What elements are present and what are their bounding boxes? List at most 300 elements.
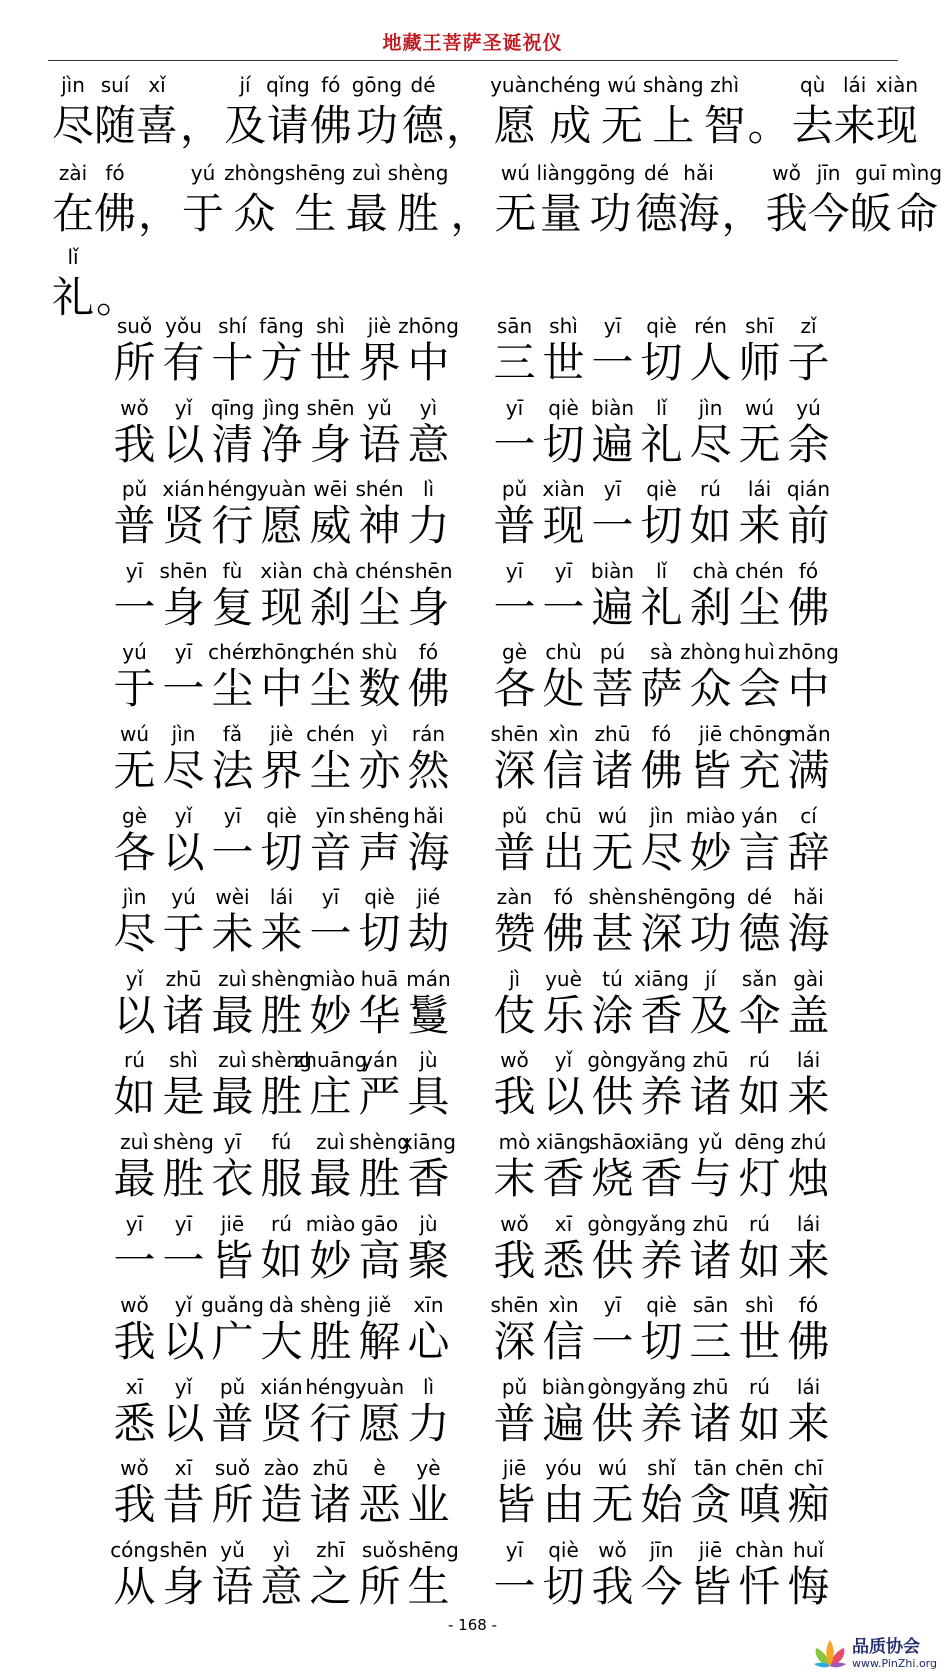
pinyin: shēn xyxy=(306,395,355,420)
hanzi: 现 xyxy=(875,101,918,150)
pinyin: zuì xyxy=(218,1048,247,1073)
pinyin: jìng xyxy=(263,395,300,420)
pinyin: chén xyxy=(306,721,355,746)
pinyin: yú xyxy=(122,640,147,665)
ruby-character xyxy=(588,1212,637,1286)
hanzi: 妙 xyxy=(689,827,732,877)
punctuation xyxy=(746,72,792,154)
pinyin: lái xyxy=(796,1048,821,1073)
hanzi: 痴 xyxy=(787,1480,830,1530)
ruby-character xyxy=(404,477,453,551)
ruby-character xyxy=(208,1130,257,1204)
pinyin: jiē xyxy=(698,1537,723,1562)
ruby-character xyxy=(257,477,306,551)
hanzi: 我 xyxy=(113,1317,156,1367)
pinyin: gòng xyxy=(587,1374,638,1399)
ruby-character xyxy=(636,160,678,242)
ruby-character xyxy=(251,966,312,1041)
pinyin: mǎn xyxy=(786,721,831,746)
pinyin: zhū xyxy=(692,1374,729,1399)
hanzi: 佛 xyxy=(407,664,450,714)
hanzi: 普 xyxy=(493,1398,536,1448)
pinyin: wǒ xyxy=(598,1537,627,1562)
hanzi: 师 xyxy=(738,338,781,387)
pinyin: yǔ xyxy=(698,1129,723,1154)
ruby-character xyxy=(539,1212,588,1286)
pinyin: rú xyxy=(749,1048,770,1073)
ruby-character xyxy=(633,966,690,1041)
hanzi: 我 xyxy=(493,1072,536,1122)
hanzi: 供 xyxy=(591,1398,634,1448)
ruby-character xyxy=(257,314,306,388)
ruby-character xyxy=(686,1375,735,1449)
pinyin: yǐ xyxy=(174,803,193,828)
pinyin: yī xyxy=(125,1211,144,1236)
ruby-character xyxy=(257,885,306,959)
hanzi: 从 xyxy=(113,1561,156,1611)
pinyin: zhū xyxy=(692,1048,729,1073)
verse-left-half xyxy=(110,1129,457,1204)
ruby-character xyxy=(490,1048,539,1122)
hanzi: 伎 xyxy=(493,990,536,1040)
ruby-character xyxy=(686,559,735,633)
ruby-character xyxy=(539,640,588,714)
pinyin: gè xyxy=(122,803,147,828)
hanzi: 切 xyxy=(358,909,401,959)
pinyin: wǒ xyxy=(772,161,801,185)
pinyin: shēng xyxy=(284,161,346,185)
pinyin: shèng xyxy=(251,966,312,991)
hanzi: 在 xyxy=(52,189,95,238)
pinyin: yī xyxy=(603,1293,622,1318)
pinyin: wǒ xyxy=(120,1456,149,1481)
pinyin: jiè xyxy=(269,721,294,746)
ruby-character xyxy=(490,559,539,633)
ruby-character xyxy=(110,314,159,388)
ruby-character xyxy=(784,885,833,959)
pinyin: lì xyxy=(422,1374,435,1399)
pinyin: shèng xyxy=(300,1293,361,1318)
ruby-character xyxy=(637,1538,686,1612)
pinyin: jié xyxy=(416,885,441,910)
punctuation xyxy=(444,72,490,154)
hanzi: ， xyxy=(721,189,764,238)
ruby-character xyxy=(257,1130,306,1204)
hanzi: 礼 xyxy=(640,419,683,469)
pinyin: wú xyxy=(500,161,530,185)
hanzi: 胜 xyxy=(358,1153,401,1203)
hanzi: 我 xyxy=(113,419,156,469)
hanzi: 无 xyxy=(494,189,537,238)
hanzi: 今 xyxy=(640,1561,683,1611)
pinyin: qiè xyxy=(548,395,579,420)
ruby-character xyxy=(588,640,637,714)
hanzi: 一 xyxy=(542,582,585,632)
ruby-character xyxy=(266,72,310,154)
verse-right-half xyxy=(490,1293,833,1367)
pinyin: chī xyxy=(793,1456,824,1481)
page-header-title: 地藏王菩萨圣诞祝仪 xyxy=(382,32,563,54)
ruby-character xyxy=(678,160,720,242)
hanzi: 妙 xyxy=(309,990,352,1040)
pinyin: zhòng xyxy=(680,640,741,665)
hanzi: 无 xyxy=(591,1480,634,1530)
hanzi: 造 xyxy=(260,1480,303,1530)
ruby-character xyxy=(637,1375,686,1449)
hanzi: 我 xyxy=(493,1235,536,1285)
ruby-character xyxy=(208,1375,257,1449)
pinyin: gōng xyxy=(585,161,636,185)
pinyin: yóu xyxy=(545,1456,582,1481)
ruby-character xyxy=(686,1538,735,1612)
pinyin: gè xyxy=(502,640,527,665)
pinyin: qiè xyxy=(646,1293,677,1318)
hanzi: 行 xyxy=(309,1398,352,1448)
ruby-character xyxy=(404,804,453,878)
pinyin: shèng xyxy=(251,1048,312,1073)
hanzi: 世 xyxy=(542,338,585,387)
ruby-character xyxy=(306,314,355,388)
hanzi: 乐 xyxy=(542,990,585,1040)
hanzi: 命 xyxy=(895,189,938,238)
hanzi: 我 xyxy=(765,189,808,238)
hanzi: 最 xyxy=(345,189,388,238)
ruby-character xyxy=(686,314,735,388)
verse-left-half xyxy=(110,314,459,388)
hanzi: 悉 xyxy=(113,1398,156,1448)
verse-row xyxy=(110,722,890,804)
ruby-character xyxy=(398,1537,459,1612)
hanzi: 海 xyxy=(787,909,830,959)
ruby-character xyxy=(633,1129,690,1204)
pinyin: yī xyxy=(603,477,622,502)
ruby-character xyxy=(404,640,453,714)
pinyin: wú xyxy=(119,721,150,746)
pinyin: shēn xyxy=(404,558,453,583)
ruby-character xyxy=(784,314,833,388)
ruby-character xyxy=(539,396,588,470)
pinyin: yǐ xyxy=(125,966,144,991)
hanzi: 皈 xyxy=(849,189,892,238)
ruby-character xyxy=(110,1130,159,1204)
pinyin: mò xyxy=(498,1129,531,1154)
ruby-character xyxy=(355,1538,404,1612)
hanzi: 言 xyxy=(738,827,781,877)
hanzi: 养 xyxy=(640,1398,683,1448)
ruby-character xyxy=(686,396,735,470)
page-number: - 168 - xyxy=(448,1616,497,1634)
pinyin: wǒ xyxy=(500,1048,529,1073)
hanzi: 尘 xyxy=(738,582,781,632)
pinyin: shēn xyxy=(490,1293,539,1318)
hanzi: 广 xyxy=(211,1317,254,1367)
ruby-character xyxy=(257,1538,306,1612)
ruby-character xyxy=(686,1130,735,1204)
pinyin: wú xyxy=(597,803,628,828)
pinyin: zuì xyxy=(316,1129,345,1154)
ruby-character xyxy=(588,1538,637,1612)
ruby-character xyxy=(643,72,704,154)
hanzi: 身 xyxy=(309,419,352,469)
ruby-character xyxy=(490,1130,539,1204)
hanzi: 佛 xyxy=(640,745,683,795)
pinyin: suǒ xyxy=(116,314,153,338)
pinyin: wú xyxy=(744,395,775,420)
hanzi: 最 xyxy=(211,1072,254,1122)
ruby-character xyxy=(588,1048,637,1122)
hanzi: 一 xyxy=(591,501,634,551)
pinyin: yī xyxy=(125,558,144,583)
ruby-character xyxy=(686,1212,735,1286)
hanzi: 如 xyxy=(260,1235,303,1285)
hanzi: 悉 xyxy=(542,1235,585,1285)
pinyin: xiàn xyxy=(542,477,585,502)
pinyin: suí xyxy=(100,73,130,97)
ruby-character xyxy=(398,314,459,388)
hanzi: 世 xyxy=(738,1317,781,1367)
punctuation xyxy=(448,160,494,242)
hanzi: 清 xyxy=(211,419,254,469)
verse-right-half xyxy=(490,1538,833,1612)
pinyin: hǎi xyxy=(413,803,444,828)
pinyin: guǎng xyxy=(201,1293,264,1318)
pinyin: qiè xyxy=(266,803,297,828)
hanzi: 贤 xyxy=(162,501,205,551)
pinyin: sān xyxy=(496,314,533,338)
ruby-character xyxy=(588,477,637,551)
ruby-character xyxy=(539,1538,588,1612)
pinyin: yǐ xyxy=(174,395,193,420)
verse-row xyxy=(110,1048,890,1130)
pinyin: shì xyxy=(549,314,578,338)
verse-row xyxy=(110,967,890,1049)
ruby-character xyxy=(355,885,404,959)
verse-right-half xyxy=(490,1456,833,1530)
hanzi: 各 xyxy=(493,664,536,714)
pinyin: zhòng xyxy=(224,161,285,185)
pinyin: shì xyxy=(745,1293,774,1318)
intro-line xyxy=(52,154,943,242)
hanzi: 庄 xyxy=(309,1072,352,1122)
pinyin: fǎ xyxy=(222,721,243,746)
pinyin: chéng xyxy=(539,73,601,97)
ruby-character xyxy=(159,477,208,551)
hanzi: ， xyxy=(138,189,181,238)
ruby-character xyxy=(728,721,791,796)
ruby-character xyxy=(539,559,588,633)
pinyin: shèng xyxy=(153,1129,214,1154)
ruby-character xyxy=(588,396,637,470)
ruby-character xyxy=(536,160,585,242)
hanzi: 胜 xyxy=(397,189,440,238)
hanzi: 一 xyxy=(493,1561,536,1611)
hanzi: 愿 xyxy=(358,1398,401,1448)
hanzi: 一 xyxy=(493,582,536,632)
ruby-character xyxy=(285,160,346,242)
ruby-character xyxy=(637,885,686,959)
pinyin: dé xyxy=(410,73,436,97)
pinyin: xīn xyxy=(413,1293,444,1318)
hanzi: 来 xyxy=(833,101,876,150)
verse-row xyxy=(110,1130,890,1212)
ruby-character xyxy=(346,160,388,242)
pinyin: yì xyxy=(419,395,438,420)
pinyin: liàng xyxy=(536,161,586,185)
hanzi: 如 xyxy=(738,1235,781,1285)
ruby-character xyxy=(208,722,257,796)
ruby-character xyxy=(208,640,257,714)
hanzi: 盖 xyxy=(787,990,830,1040)
ruby-character xyxy=(585,160,635,242)
verse-right-half xyxy=(490,1130,833,1204)
ruby-character xyxy=(355,559,404,633)
pinyin: yǐ xyxy=(174,1293,193,1318)
hanzi: 一 xyxy=(493,419,536,469)
pinyin: rán xyxy=(411,721,446,746)
pinyin: lái xyxy=(269,885,294,910)
pinyin: suǒ xyxy=(214,1456,251,1481)
hanzi: 一 xyxy=(591,1317,634,1367)
hanzi: 解 xyxy=(358,1317,401,1367)
hanzi: 如 xyxy=(113,1072,156,1122)
pinyin: shēn xyxy=(159,558,208,583)
ruby-character xyxy=(159,1538,208,1612)
hanzi: 之 xyxy=(309,1561,352,1611)
pinyin: lǐ xyxy=(655,395,668,420)
pinyin: shǐ xyxy=(647,1456,676,1481)
ruby-character xyxy=(306,804,355,878)
punctuation xyxy=(136,160,182,242)
pinyin: dà xyxy=(269,1293,294,1318)
verse-right-half xyxy=(490,1212,833,1286)
ruby-character xyxy=(490,314,539,388)
pinyin: yī xyxy=(321,885,340,910)
pinyin: shēn xyxy=(637,885,686,910)
hanzi: 普 xyxy=(493,827,536,877)
hanzi: 聚 xyxy=(407,1235,450,1285)
hanzi: 请 xyxy=(266,101,309,150)
pinyin: yǎng xyxy=(636,1211,687,1236)
ruby-character xyxy=(306,885,355,959)
hanzi: 随 xyxy=(94,101,137,150)
hanzi: 大 xyxy=(260,1317,303,1367)
hanzi: 是 xyxy=(162,1072,205,1122)
pinyin: chà xyxy=(692,558,729,583)
ruby-character xyxy=(355,1293,404,1367)
pinyin: xián xyxy=(162,477,205,502)
punctuation xyxy=(178,72,224,154)
hanzi: 遍 xyxy=(542,1398,585,1448)
ruby-character xyxy=(539,804,588,878)
pinyin: gōng xyxy=(685,885,736,910)
pinyin: xiāng xyxy=(400,1129,457,1154)
hanzi: 愿 xyxy=(493,101,536,150)
hanzi: 所 xyxy=(358,1561,401,1611)
hanzi: 于 xyxy=(182,189,225,238)
ruby-character xyxy=(539,314,588,388)
hanzi: 悔 xyxy=(787,1561,830,1611)
hanzi: 子 xyxy=(787,338,830,387)
ruby-character xyxy=(306,1212,355,1286)
ruby-character xyxy=(159,804,208,878)
ruby-character xyxy=(490,640,539,714)
ruby-character xyxy=(110,1048,159,1122)
ruby-character xyxy=(735,967,784,1041)
verse-right-half xyxy=(490,804,833,878)
pinyin: xiāng xyxy=(535,1129,592,1154)
pinyin: rú xyxy=(749,1211,770,1236)
pinyin: tú xyxy=(602,966,623,991)
ruby-character xyxy=(637,1456,686,1530)
hanzi: 我 xyxy=(591,1561,634,1611)
pinyin: biàn xyxy=(590,558,635,583)
pinyin: zuì xyxy=(120,1129,149,1154)
hanzi: 来 xyxy=(787,1072,830,1122)
hanzi: 一 xyxy=(309,909,352,959)
hanzi: 以 xyxy=(162,827,205,877)
ruby-character xyxy=(490,722,539,796)
hanzi: 。 xyxy=(96,273,139,322)
ruby-character xyxy=(637,1048,686,1122)
hanzi: 身 xyxy=(162,582,205,632)
ruby-character xyxy=(494,160,536,242)
verse-row xyxy=(110,314,890,396)
ruby-character xyxy=(257,396,306,470)
hanzi: 华 xyxy=(358,990,401,1040)
ruby-character xyxy=(784,1375,833,1449)
pinyin: yī xyxy=(174,1211,193,1236)
hanzi: 普 xyxy=(113,501,156,551)
hanzi: 语 xyxy=(358,419,401,469)
pinyin: yuàn xyxy=(256,477,307,502)
ruby-character xyxy=(404,967,453,1041)
pinyin: chēn xyxy=(735,1456,784,1481)
hanzi: 礼 xyxy=(640,582,683,632)
pinyin: yī xyxy=(505,395,524,420)
hanzi: 余 xyxy=(787,419,830,469)
pinyin: gòng xyxy=(587,1211,638,1236)
pinyin: xī xyxy=(125,1374,144,1399)
ruby-character xyxy=(686,1456,735,1530)
ruby-character xyxy=(490,396,539,470)
hanzi: 威 xyxy=(309,501,352,551)
ruby-character xyxy=(355,314,404,388)
pinyin: lái xyxy=(796,1211,821,1236)
hanzi: 切 xyxy=(640,338,683,387)
ruby-character xyxy=(159,640,208,714)
hanzi: 处 xyxy=(542,664,585,714)
ruby-character xyxy=(540,72,601,154)
pinyin: pǔ xyxy=(121,477,148,502)
ruby-character xyxy=(735,804,784,878)
hanzi: 然 xyxy=(407,745,450,795)
pinyin: miào xyxy=(305,966,356,991)
hanzi: 如 xyxy=(738,1398,781,1448)
hanzi: 如 xyxy=(738,1072,781,1122)
pinyin: jìn xyxy=(649,803,674,828)
pinyin: jiē xyxy=(220,1211,245,1236)
ruby-character xyxy=(784,396,833,470)
hanzi: 一 xyxy=(162,664,205,714)
pinyin: wǒ xyxy=(120,1293,149,1318)
hanzi: 生 xyxy=(294,189,337,238)
hanzi: 净 xyxy=(260,419,303,469)
ruby-character xyxy=(159,559,208,633)
pinyin: xìn xyxy=(548,1293,579,1318)
punctuation xyxy=(720,160,766,242)
ruby-character xyxy=(588,967,637,1041)
ruby-character xyxy=(490,804,539,878)
